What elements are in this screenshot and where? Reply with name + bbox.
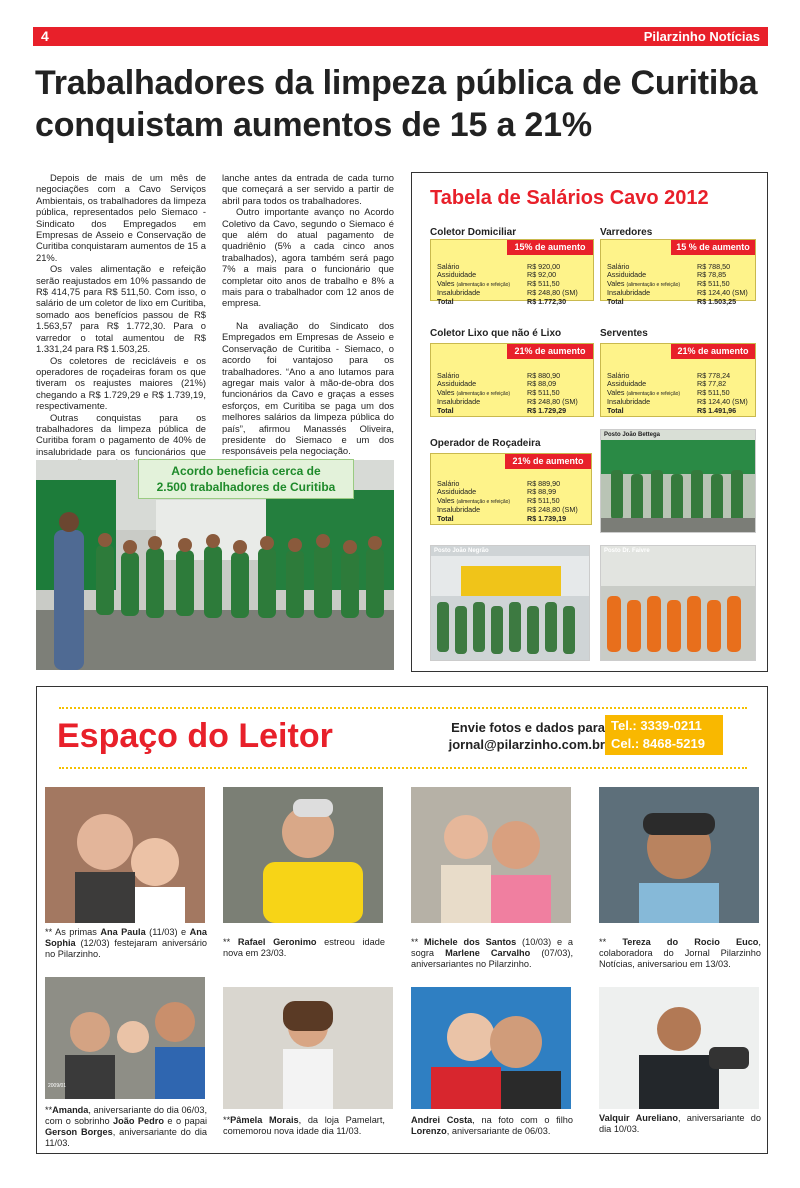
reader-photo-primas: [45, 787, 205, 923]
label-vales: Vales: [437, 387, 455, 397]
label-vales: Vales: [437, 495, 455, 505]
value-insalubridade: R$ 248,80 (SM): [527, 288, 578, 298]
caption-text: , da loja Pamelart, comemorou nova idade dia 11/03.: [223, 1115, 385, 1136]
value-assiduidade: R$ 78,85: [697, 270, 727, 280]
caption-text: (07/03), aniversariantes no Pilarzinho.: [411, 948, 573, 969]
photo-caption-box: [138, 459, 354, 499]
caption-text: **: [223, 1115, 231, 1125]
group-title: Operador de Roçadeira: [430, 438, 541, 449]
increase-badge: 15 % de aumento: [671, 240, 755, 255]
photo-label: Posto João Negrão: [434, 548, 489, 554]
caption-text: , colaboradora do Jornal Pilarzinho Notícias, aniversariou em 13/03.: [599, 937, 761, 969]
label-vales-note: (alimentação e refeição): [626, 390, 681, 397]
label-salario: Salário: [607, 371, 630, 380]
send-photos-text: [417, 719, 605, 753]
value-total: R$ 1.739,19: [527, 513, 567, 523]
photo-posto-joao-bettega: [600, 429, 756, 533]
caption-name: Amanda: [52, 1105, 89, 1115]
label-vales-note: (alimentação e refeição): [456, 281, 511, 288]
group-title: Coletor Lixo que não é Lixo: [430, 328, 562, 339]
caption-name: Michele dos Santos: [423, 937, 517, 947]
value-total: R$ 1.772,30: [527, 296, 567, 306]
reader-caption-primas: [45, 927, 207, 960]
send-photos-email: jornal@pilarzinho.com.br: [448, 737, 605, 752]
headline: [35, 62, 775, 146]
reader-caption-tereza: [599, 937, 761, 970]
caption-text: (12/03) festejaram aniversário no Pilarzinho.: [45, 938, 207, 959]
article-column-1: [36, 172, 206, 469]
caption-name: Tereza do Rocio Euco: [622, 937, 759, 947]
caption-name: Andrei Costa: [411, 1115, 473, 1125]
salary-box-coletor-domiciliar: [430, 239, 594, 306]
reader-photo-tereza: [599, 787, 759, 923]
value-salario: R$ 880,90: [527, 371, 561, 380]
value-insalubridade: R$ 124,40 (SM): [697, 288, 748, 298]
phone-number: Tel.: 3339-0211: [611, 718, 702, 733]
dotted-divider-bottom: [59, 767, 747, 769]
salary-box-serventes: [600, 343, 756, 417]
caption-text: **: [45, 1105, 53, 1115]
caption-text: (11/03) e: [145, 927, 190, 937]
value-insalubridade: R$ 124,40 (SM): [697, 397, 748, 407]
caption-text: **: [599, 937, 623, 947]
cell-number: Cel.: 8468-5219: [611, 736, 705, 751]
label-vales-note: (alimentação e refeição): [456, 498, 511, 505]
label-vales: Vales: [607, 387, 625, 397]
value-total: R$ 1.491,96: [697, 405, 737, 415]
reader-photo-andrei: [411, 987, 571, 1109]
reader-caption-amanda: [45, 1105, 207, 1149]
caption-name: João Pedro: [113, 1116, 164, 1126]
paragraph: Na avaliação do Sindicato dos Empregados em Empresas de Asseio e Conservação de Curitiba - Siemaco, o acordo foi vantajoso para os trabalhadores. “Ano a ano lutamos para agregar mais valor à mão-de-obra dos funcionários da Cavo e graças a esses esforços, em Curitiba se paga um dos melhores salários da limpeza pública do país”, afirmou Manassés Oliveira, presidente do Siemaco e um dos responsáveis pela negociação.: [222, 319, 394, 457]
caption-name: Valquir Aureliano: [599, 1113, 678, 1123]
value-salario: R$ 788,50: [697, 262, 731, 271]
label-salario: Salário: [607, 262, 630, 271]
headline-line-2: conquistam aumentos de 15 a 21%: [35, 106, 592, 144]
paragraph: Depois de mais de um mês de negociações com a Cavo Serviços Ambientais, os trabalhadores da limpeza pública, representados pelo Siemaco - Sindicato dos Empregados em Empresas de Asseio e Conservação de Curitiba conquistaram aumentos de 15 a 21%.: [36, 172, 206, 263]
label-assiduidade: Assiduidade: [607, 379, 647, 389]
label-vales: Vales: [437, 278, 455, 288]
photo-caption-line-2: 2.500 trabalhadores de Curitiba: [156, 480, 336, 494]
increase-badge: 21% de aumento: [507, 344, 593, 359]
reader-photo-michele: [411, 787, 571, 923]
label-total: Total: [437, 513, 454, 523]
salary-box-operador-rocadeira: [430, 453, 592, 525]
photo-label: Posto João Bettega: [604, 432, 661, 438]
caption-name: Marlene Carvalho: [445, 948, 531, 958]
photo-posto-dr-faivre: [600, 545, 756, 661]
label-insalubridade: Insalubridade: [607, 288, 651, 298]
salary-table-title: Tabela de Salários Cavo 2012: [430, 187, 709, 209]
salary-box-lixo-que-nao-e-lixo: [430, 343, 594, 417]
reader-section-title: Espaço do Leitor: [57, 717, 333, 755]
salary-table-panel: [411, 172, 768, 672]
reader-caption-pamela: [223, 1115, 385, 1137]
increase-badge: 21% de aumento: [671, 344, 755, 359]
article-column-2: [222, 172, 394, 457]
photo-caption-line-1: Acordo beneficia cerca de: [171, 464, 321, 478]
value-vales: R$ 511,50: [527, 387, 560, 397]
reader-caption-rafael: [223, 937, 385, 959]
reader-caption-michele: [411, 937, 573, 970]
photo-label: Posto Dr. Faivre: [604, 548, 650, 554]
caption-text: estreou idade nova em 23/03.: [223, 937, 385, 958]
paragraph: lanche antes da entrada de cada turno que começará a ser servido a partir de abril para todos os trabalhadores.: [222, 172, 394, 206]
page-number: 4: [41, 28, 49, 44]
photo-posto-joao-negrao: [430, 545, 590, 661]
label-vales-note: (alimentação e refeição): [456, 390, 511, 397]
label-insalubridade: Insalubridade: [437, 505, 481, 515]
paragraph: Os vales alimentação e refeição serão reajustados em 10% passando de R$ 414,75 para R$ 511,50. Com isso, o salário de um coletor de lixo em Curitiba, somado aos benefícios passou de R$ 1.563,57 para R$ 1.772,30. Para o varredor o total aumentou de R$ 1.331,24 para R$ 1.503,25.: [36, 263, 206, 355]
caption-text: , aniversariante do dia 11/03.: [45, 1127, 208, 1148]
label-assiduidade: Assiduidade: [437, 487, 477, 497]
page-header-bar: [33, 27, 768, 46]
reader-photo-pamela: [223, 987, 393, 1109]
caption-text: , aniversariante do dia 10/03.: [599, 1113, 761, 1134]
value-vales: R$ 511,50: [527, 278, 560, 288]
label-vales: Vales: [607, 278, 625, 288]
caption-text: ** As primas: [45, 927, 101, 937]
value-vales: R$ 511,50: [527, 495, 560, 505]
label-total: Total: [437, 296, 454, 306]
label-assiduidade: Assiduidade: [437, 379, 477, 389]
value-assiduidade: R$ 88,99: [527, 487, 557, 497]
label-salario: Salário: [437, 262, 460, 271]
photo-timestamp: 2009/01: [48, 1083, 67, 1089]
reader-caption-valquir: [599, 1113, 761, 1135]
increase-badge: 21% de aumento: [505, 454, 591, 469]
newspaper-name: Pilarzinho Notícias: [643, 29, 760, 44]
value-vales: R$ 511,50: [697, 278, 730, 288]
caption-text: , na foto com o filho: [472, 1115, 573, 1125]
reader-photo-valquir: [599, 987, 759, 1109]
value-assiduidade: R$ 92,00: [527, 270, 557, 280]
caption-name: Pâmela Morais: [230, 1115, 299, 1125]
caption-text: **: [223, 937, 238, 947]
value-total: R$ 1.729,29: [527, 405, 567, 415]
reader-caption-andrei: [411, 1115, 573, 1137]
label-total: Total: [437, 405, 454, 415]
caption-name: Rafael Geronimo: [237, 937, 317, 947]
caption-text: **: [411, 937, 424, 947]
label-insalubridade: Insalubridade: [437, 288, 481, 298]
reader-photo-rafael: [223, 787, 383, 923]
value-salario: R$ 920,00: [527, 262, 561, 271]
paragraph: Outras conquistas para os trabalhadores da limpeza pública de Curitiba foram o pagamento de 40% de insalubridade para os funcionários que: [36, 411, 206, 457]
send-photos-line-1: Envie fotos e dados para: [451, 720, 605, 735]
caption-text: , aniversariante do dia 06/03, com o sobrinho: [45, 1105, 207, 1126]
value-vales: R$ 511,50: [697, 387, 730, 397]
label-salario: Salário: [437, 371, 460, 380]
label-salario: Salário: [437, 479, 460, 488]
caption-text: , aniversariante de 06/03.: [446, 1126, 551, 1136]
paragraph: Outro importante avanço no Acordo Coletivo da Cavo, segundo o Siemaco é que além do atual pagamento de quadriênio (5% a cada cinco anos trabalhados), agora também será pago 7% a mais para o funcionário que completar oito anos de trabalho e 8% a mais para o trabalhador com 12 anos de empresa.: [222, 206, 394, 309]
increase-badge: 15% de aumento: [507, 240, 593, 255]
group-title: Serventes: [600, 328, 648, 339]
caption-name: Gerson Borges: [45, 1127, 113, 1137]
caption-text: (10/03) e a sogra: [411, 937, 573, 958]
paragraph: Os coletores de recicláveis e os operadores de roçadeiras foram os que tiveram os reajustes maiores (21%) chegando a R$ 1.729,29 e R$ 1.739,19, respectivamente.: [36, 354, 206, 412]
value-salario: R$ 778,24: [697, 371, 731, 380]
group-title: Coletor Domiciliar: [430, 227, 517, 238]
caption-name: Ana Sophia: [45, 927, 207, 948]
value-salario: R$ 889,90: [527, 479, 561, 488]
label-assiduidade: Assiduidade: [607, 270, 647, 280]
label-insalubridade: Insalubridade: [437, 397, 481, 407]
value-assiduidade: R$ 88,09: [527, 379, 557, 389]
value-total: R$ 1.503,25: [697, 296, 737, 306]
salary-box-varredores: [600, 239, 756, 306]
reader-photo-amanda: [45, 977, 205, 1099]
value-insalubridade: R$ 248,80 (SM): [527, 505, 578, 515]
dotted-divider-top: [59, 707, 747, 709]
label-insalubridade: Insalubridade: [607, 397, 651, 407]
group-title: Varredores: [600, 227, 653, 238]
reader-section: [36, 686, 768, 1154]
caption-name: Lorenzo: [411, 1126, 447, 1136]
label-total: Total: [607, 296, 624, 306]
value-insalubridade: R$ 248,80 (SM): [527, 397, 578, 407]
label-vales-note: (alimentação e refeição): [626, 281, 681, 288]
headline-line-1: Trabalhadores da limpeza pública de Curitiba: [35, 64, 758, 102]
caption-name: Ana Paula: [100, 927, 146, 937]
label-assiduidade: Assiduidade: [437, 270, 477, 280]
value-assiduidade: R$ 77,82: [697, 379, 727, 389]
contact-phone-box: [605, 715, 723, 755]
caption-text: e o papai: [163, 1116, 207, 1126]
label-total: Total: [607, 405, 624, 415]
